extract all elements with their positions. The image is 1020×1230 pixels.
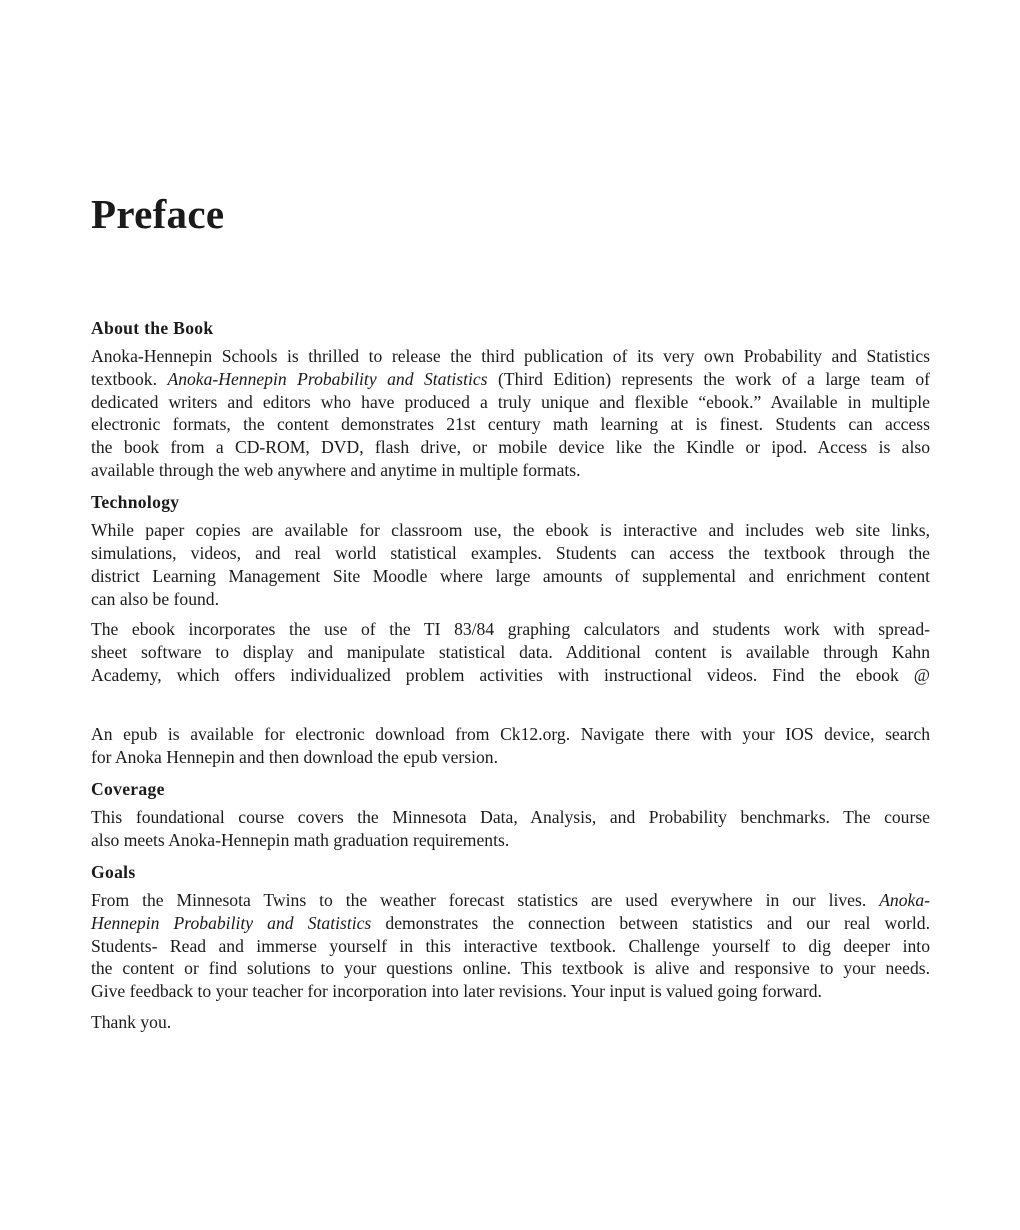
text-line — [91, 519, 930, 542]
text-segment: While paper copies are available for classroom use, the ebook is interactive and includes web site links, — [91, 520, 930, 541]
text-segment: The ebook incorporates the use of the TI 83/84 graphing calculators and students work with spread- — [91, 618, 930, 639]
italic-text: Hennepin Probability and Statistics — [91, 912, 372, 933]
text-line — [91, 588, 930, 611]
section-goals — [91, 859, 930, 1033]
text-segment: also meets Anoka-Hennepin math graduation requirements. — [91, 829, 510, 850]
text-line — [91, 829, 930, 852]
paragraph — [91, 519, 930, 610]
section-heading: Goals — [91, 862, 136, 883]
text-line — [91, 957, 930, 980]
text-segment: Students- Read and immerse yourself in this interactive textbook. Challenge yourself to dig deeper into — [91, 935, 930, 956]
italic-text: Anoka- — [879, 890, 930, 911]
section-heading: About the Book — [91, 318, 214, 338]
paragraph — [91, 618, 930, 686]
text-segment: available through the web anywhere and anytime in multiple formats. — [91, 459, 581, 480]
text-segment: Thank you. — [91, 1011, 172, 1032]
section-about-the-book — [91, 315, 930, 482]
text-line — [91, 980, 930, 1003]
text-segment: textbook. — [91, 368, 168, 389]
text-segment: for Anoka Hennepin and then download the epub version. — [91, 746, 499, 767]
section-heading: Coverage — [91, 778, 165, 799]
text-segment: can also be found. — [91, 588, 220, 609]
text-segment: demonstrates the connection between statistics and our real world. — [371, 912, 930, 933]
text-segment: An epub is available for electronic download from Ck12.org. Navigate there with your IOS device, search — [91, 723, 930, 744]
paragraph — [91, 723, 930, 769]
text-segment: Academy, which offers individualized problem activities with instructional videos. Find the ebook @ — [91, 664, 930, 685]
paragraph — [91, 1011, 930, 1034]
text-line — [91, 746, 930, 769]
text-segment: sheet software to display and manipulate statistical data. Additional content is available through Kahn — [91, 641, 930, 662]
text-segment: Anoka-Hennepin Schools is thrilled to release the third publication of its very own Probability and Statistics — [91, 346, 930, 366]
text-line — [91, 1011, 930, 1034]
text-segment: district Learning Management Site Moodle where large amounts of supplemental and enrichment content — [91, 565, 930, 586]
text-line — [91, 542, 930, 565]
section-coverage — [91, 776, 930, 852]
text-segment: electronic formats, the content demonstrates 21st century math learning at is finest. Students can access — [91, 414, 930, 435]
text-segment: simulations, videos, and real world statistical examples. Students can access the textbook through the — [91, 543, 930, 564]
italic-text: Anoka-Hennepin Probability and Statistics — [167, 368, 488, 389]
paragraph — [91, 806, 930, 852]
text-line — [91, 618, 930, 641]
text-segment: dedicated writers and editors who have produced a truly unique and flexible “ebook.” Available in multiple — [91, 391, 930, 412]
text-segment: (Third Edition) represents the work of a large team of — [487, 368, 930, 389]
text-line — [91, 345, 930, 368]
text-line — [91, 912, 930, 935]
text-line — [91, 641, 930, 664]
text-line — [91, 723, 930, 746]
text-line — [91, 565, 930, 588]
page-title: Preface — [91, 191, 225, 237]
paragraph — [91, 889, 930, 1003]
blank-gap — [91, 694, 930, 723]
paragraph — [91, 345, 930, 482]
text-segment: This foundational course covers the Minnesota Data, Analysis, and Probability benchmarks. The course — [91, 806, 930, 827]
text-line — [91, 664, 930, 687]
text-line — [91, 806, 930, 829]
text-segment: the content or find solutions to your questions online. This textbook is alive and responsive to your needs. — [91, 958, 930, 979]
text-segment: Give feedback to your teacher for incorporation into later revisions. Your input is valued going forward. — [91, 981, 822, 1002]
document-body — [91, 315, 930, 1041]
text-line — [91, 935, 930, 958]
section-heading: Technology — [91, 492, 180, 513]
text-line — [91, 459, 930, 482]
text-line — [91, 413, 930, 436]
text-segment: From the Minnesota Twins to the weather forecast statistics are used everywhere in our lives. — [91, 890, 880, 911]
section-technology — [91, 489, 930, 768]
text-line — [91, 436, 930, 459]
text-segment: the book from a CD-ROM, DVD, flash drive, or mobile device like the Kindle or ipod. Access is also — [91, 437, 930, 458]
text-line — [91, 368, 930, 391]
text-line — [91, 391, 930, 414]
text-line — [91, 889, 930, 912]
